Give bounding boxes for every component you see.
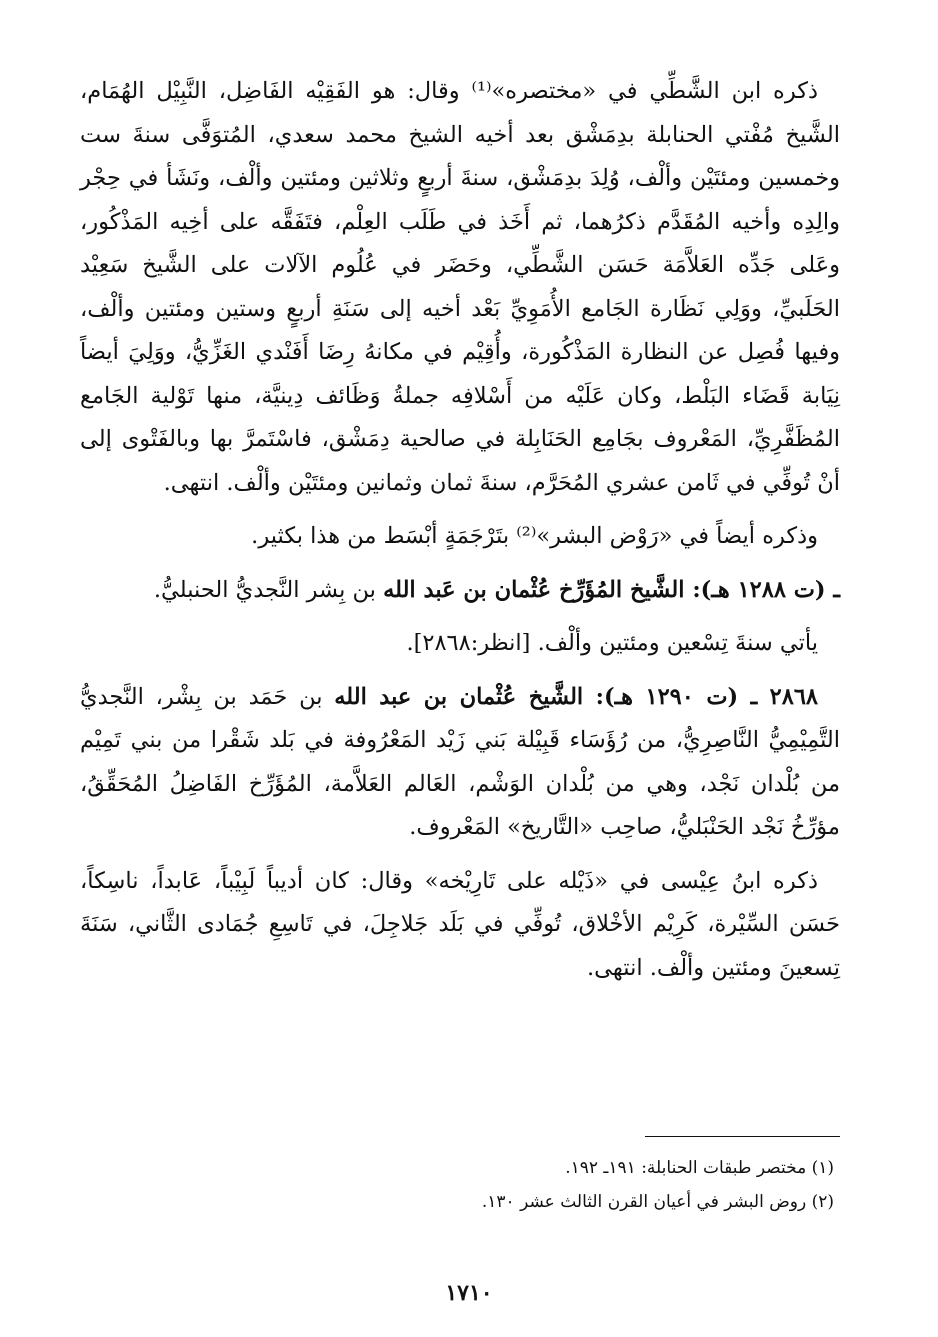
paragraph-entry-1288 xyxy=(80,569,840,613)
paragraph-cross-reference: يأتي سنةَ تِسْعين ومئتين وألْف. [انظر:٢٨٦٨]. xyxy=(406,630,818,656)
entry-2868-rest: بن حَمَد بن بِشْر، النَّجديُّ التَّمِيْمِيُّ النَّاصِرِيُّ، من رُؤَسَاء قَبِيْلة بَني زَيْد المَعْرُوفة في بَلد شَقْرا من بني تَمِيْم من بُلْدان نَجْد، وهي من بُلْدان الوَشْم، العَالم العَلاَّمة، المُؤَرِّخ الفَاضِلُ المُحَقِّقُ، مؤرِّخُ نَجْد الحَنْبَليُّ، صاحِب «التَّاريخ» المَعْروف. xyxy=(80,683,840,840)
page-number: ١٧١٠ xyxy=(445,1280,493,1306)
footnote-2: (٢) روض البشر في أعيان القرن الثالث عشر ١٣٠. xyxy=(481,1192,834,1212)
paragraph-ibn-isa: ذكره ابنُ عِيْسى في «ذَيْله على تَارِيْخه» وقال: كان أديباً لَبِيْباً، عَابداً، ناسِكاً، حَسَن السِّيْرة، كَرِيْم الأخْلاق، تُوفِّي في بَلَد جَلاجِلَ، في تَاسِعِ جُمَادى الثَّاني، سَنَةَ تِسعينَ ومئتين وألْف. انتهى. xyxy=(80,867,840,981)
paragraph-rawd-al-bashar: وذكره أيضاً في «رَوْض البشر»⁽²⁾ بتَرْجَمَةٍ أبْسَط من هذا بكثير. xyxy=(251,523,818,549)
footnote-1: (١) مختصر طبقات الحنابلة: ١٩١ـ ١٩٢. xyxy=(565,1158,834,1178)
paragraph-biography-ibn-shatti: ذكره ابن الشَّطِّي في «مختصره»⁽¹⁾ وقال: هو الفَقِيْه الفَاضِل، النَّبِيْل الهُمَام، الشَّيخ مُفْتي الحنابلة بدِمَشْق بعد أخيه الشيخ محمد سعدي، المُتوَفَّى سنةَ ست وخمسين ومئتَيْن وألْف، وُلِدَ بدِمَشْق، سنةَ أربعٍ وثلاثين ومئتين وألْف، ونَشَأ في حِجْر والِدِه وأخيه المُقَدَّم ذكرُهما، ثم أَخَذ في طَلَب العِلْم، فتَفَقَّه على أخِيه المَذْكُور، وعَلى جَدِّه العَلاَّمَة حَسَن الشَّطِّي، وحَضَر في عُلُوم الآلات على الشَّيخ سَعِيْد الحَلَبيِّ، ووَلِي نَظَارة الجَامع الأُمَوِيِّ بَعْد أخيه إلى سَنَةِ أربعٍ وستين ومئتين وألْف، وفيها فُصِل عن النظارة المَذْكُورة، وأُقِيْم في مكانهُ رِضَا أَفَنْدي الغَزِّيُّ، ووَلِيَ أيضاً نِيَابة قَضَاء البَلْط، وكان عَلَيْه من أَسْلافِه جملةُ وَظَائف دِينيَّة، منها تَوْلية الجَامع المُظَفَّرِيِّ، المَعْروف بجَامِع الحَنَابِلة في صالحية دِمَشْق، فاسْتَمرَّ بها وبالفَتْوى إلى أنْ تُوفِّي في ثَامن عشري المُحَرَّم، سنةَ ثمان وثمانين ومئتَيْن وألْف. انتهى. xyxy=(80,78,840,496)
footnotes xyxy=(80,1136,840,1219)
entry-1288-prefix: ـ (ت ١٢٨٨ هـ): xyxy=(684,576,840,603)
page-body xyxy=(80,70,840,990)
entry-1288-rest: بن بِشر النَّجديُّ الحنبليُّ. xyxy=(153,576,384,603)
footnote-divider xyxy=(645,1136,840,1137)
entry-1288-name: الشَّيخ المُؤَرِّخ عُثْمان بن عَبد الله xyxy=(383,576,685,603)
entry-2868-prefix: ٢٨٦٨ ـ (ت ١٢٩٠ هـ): xyxy=(583,683,818,710)
entry-2868-name: الشَّيخ عُثْمان بن عبد الله xyxy=(334,683,584,710)
paragraph-entry-2868 xyxy=(80,676,840,850)
